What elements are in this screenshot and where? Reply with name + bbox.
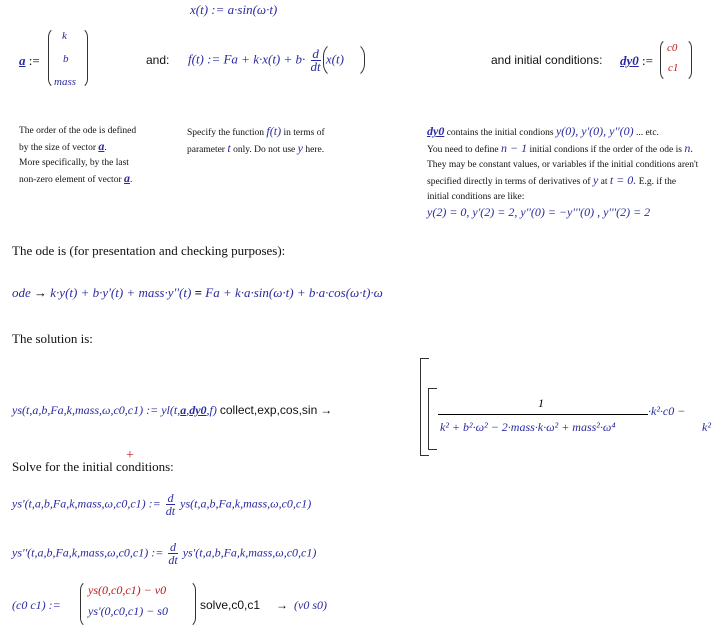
result-fraction-bar [438, 414, 648, 415]
paren-brackets [323, 42, 365, 78]
solve-row1: ys(0,c0,c1) − v0 [88, 583, 167, 597]
note-dy-example-eq: y(2) = 0, y'(2) = 2, y''(0) = −y'''(0) , y'''(2) = 2 [427, 205, 651, 219]
note-dy-n2: n. [684, 141, 694, 155]
note-a-line4 [19, 171, 169, 188]
note-dy-conds: y(0), y'(0), y''(0) [555, 124, 634, 138]
note-f-line2 [187, 141, 357, 158]
note-vector-a [19, 124, 169, 188]
note-dy-n1: n − 1 [500, 141, 528, 155]
note-dy-ref: dy0 [427, 124, 445, 138]
result-denominator: k² + b²·ω² − 2·mass·k·ω² + mass²·ω⁴ [440, 420, 616, 434]
note-dy-line1 [427, 124, 717, 141]
second-derivative-definition[interactable] [12, 541, 316, 566]
note-dy-t4: initial condions if the order of the ode is [527, 145, 685, 155]
note-dy-y: y [592, 173, 599, 187]
dy0-name: dy0 [620, 53, 639, 68]
f-def-rhs: x(t) [325, 51, 344, 67]
vector-a-definition[interactable] [19, 53, 40, 69]
derivative-fraction [311, 48, 321, 73]
note-a-line1: The order of the ode is defined [19, 126, 137, 136]
assign-operator: := [28, 53, 40, 68]
solution-lhs: ys(t,a,b,Fa,k,mass,ω,c0,c1) := yl(t, [12, 403, 181, 417]
note-f-t-var: t [227, 141, 231, 155]
ode-header: The ode is (for presentation and checking purposes): [12, 243, 286, 258]
note-dy-t2: ... etc. [633, 128, 659, 138]
solution-header: The solution is: [12, 331, 93, 346]
note-a-dot2: . [129, 175, 133, 185]
solve-result: (v0 s0) [294, 598, 327, 612]
vector-a-name: a [19, 53, 26, 68]
note-dy-line5: initial conditions are like: [427, 192, 525, 202]
note-f-line1 [187, 124, 357, 141]
note-a-line2 [19, 139, 169, 156]
note-f-t4: only. Do not use [230, 145, 298, 155]
deriv2-lhs: ys''(t,a,b,Fa,k,mass,ω,c0,c1) := [12, 545, 164, 560]
bold-equals: = [194, 285, 202, 300]
note-a-text: by the size of vector [19, 143, 99, 153]
ode-body: k·y(t) + b·y'(t) + mass·y''(t) [50, 285, 192, 300]
note-a-ref: a [98, 139, 105, 153]
note-function-f [187, 124, 357, 158]
note-a-ref2: a [123, 171, 130, 185]
ode-expression[interactable] [12, 285, 383, 301]
note-dy-line3: They may be constant values, or variables if the initial conditions aren't [427, 160, 699, 170]
deriv1-fraction [166, 492, 175, 517]
result-after: ·k²·c0 − [648, 404, 686, 418]
note-dy-t6: at [598, 177, 610, 187]
note-dy-t5: specified directly in terms of derivatives of [427, 177, 593, 187]
solve-row2: ys'(0,c0,c1) − s0 [88, 604, 168, 618]
solution-keywords: collect,exp,cos,sin [219, 403, 318, 417]
note-a-text2: non-zero element of vector [19, 175, 124, 185]
deriv1-lhs: ys'(t,a,b,Fa,k,mass,ω,c0,c1) := [12, 496, 161, 511]
dt-denominator: dt [310, 59, 321, 74]
deriv2-rhs: ys'(t,a,b,Fa,k,mass,ω,c0,c1) [182, 545, 317, 560]
result-numerator: 1 [538, 396, 544, 410]
symbolic-arrow: → [276, 598, 288, 612]
deriv1-dt: dt [165, 504, 176, 518]
solution-comma: , [186, 403, 190, 417]
f-def-lhs: f(t) := Fa + k·x(t) + b· [188, 51, 306, 67]
result-denominator-2: k² [702, 420, 711, 434]
solution-tail: ,f) [206, 403, 217, 417]
d-numerator: d [312, 46, 319, 61]
note-f-t3: parameter [187, 145, 228, 155]
solve-lhs[interactable]: (c0 c1) := [12, 598, 61, 612]
dy0-definition[interactable] [620, 53, 653, 69]
solve-header: Solve for the initial conditions: [12, 459, 174, 474]
solution-a-ref: a [180, 403, 187, 417]
note-dy-t1: contains the initial condions [444, 128, 556, 138]
note-f-t2: in terms of [281, 128, 325, 138]
deriv2-dt: dt [168, 553, 178, 567]
note-dy-t7: E.g. if the [636, 177, 677, 187]
note-dy-t0: t = 0. [609, 173, 637, 187]
dy0-entry-c0: c0 [667, 42, 678, 54]
note-f-t5: here. [302, 145, 325, 155]
deriv1-d: d [167, 491, 174, 505]
note-a-dot: . [104, 143, 107, 153]
symbolic-arrow: → [34, 285, 48, 300]
initial-conditions-label: and initial conditions: [491, 53, 603, 67]
deriv2-d: d [170, 540, 177, 554]
dy0-entry-c1: c1 [668, 62, 679, 74]
solve-keywords: solve,c0,c1 [200, 598, 261, 612]
note-dy-line4 [427, 173, 717, 190]
ode-rhs: Fa + k·a·sin(ω·t) + b·a·cos(ω·t)·ω [205, 285, 383, 300]
x-of-t-definition[interactable]: x(t) := a·sin(ω·t) [190, 2, 278, 17]
ode-lhs: ode [12, 285, 31, 300]
solution-definition[interactable] [12, 403, 332, 418]
note-dy-t3: You need to define [427, 145, 501, 155]
deriv2-fraction [168, 541, 177, 566]
note-f-t1: Specify the function [187, 128, 267, 138]
note-f-ref: f(t) [266, 124, 282, 138]
insert-marker-plus: + [126, 448, 134, 463]
result-bracket-inner [428, 388, 437, 450]
note-a-line3: More specifically, by the last [19, 158, 129, 168]
first-derivative-definition[interactable] [12, 492, 311, 517]
vector-a-entry-mass: mass [54, 76, 77, 88]
vector-a-entry-b: b [63, 53, 69, 65]
symbolic-arrow: → [320, 403, 333, 417]
f-of-t-definition[interactable] [188, 48, 344, 73]
and-label: and: [146, 53, 170, 67]
note-dy0 [427, 124, 717, 220]
assign-operator: := [642, 53, 653, 68]
deriv1-rhs: ys(t,a,b,Fa,k,mass,ω,c0,c1) [180, 496, 312, 511]
note-f-y-var: y [297, 141, 303, 155]
solution-dy0-ref: dy0 [189, 403, 207, 417]
vector-a-entry-k: k [62, 30, 67, 42]
note-dy-line2 [427, 141, 717, 158]
